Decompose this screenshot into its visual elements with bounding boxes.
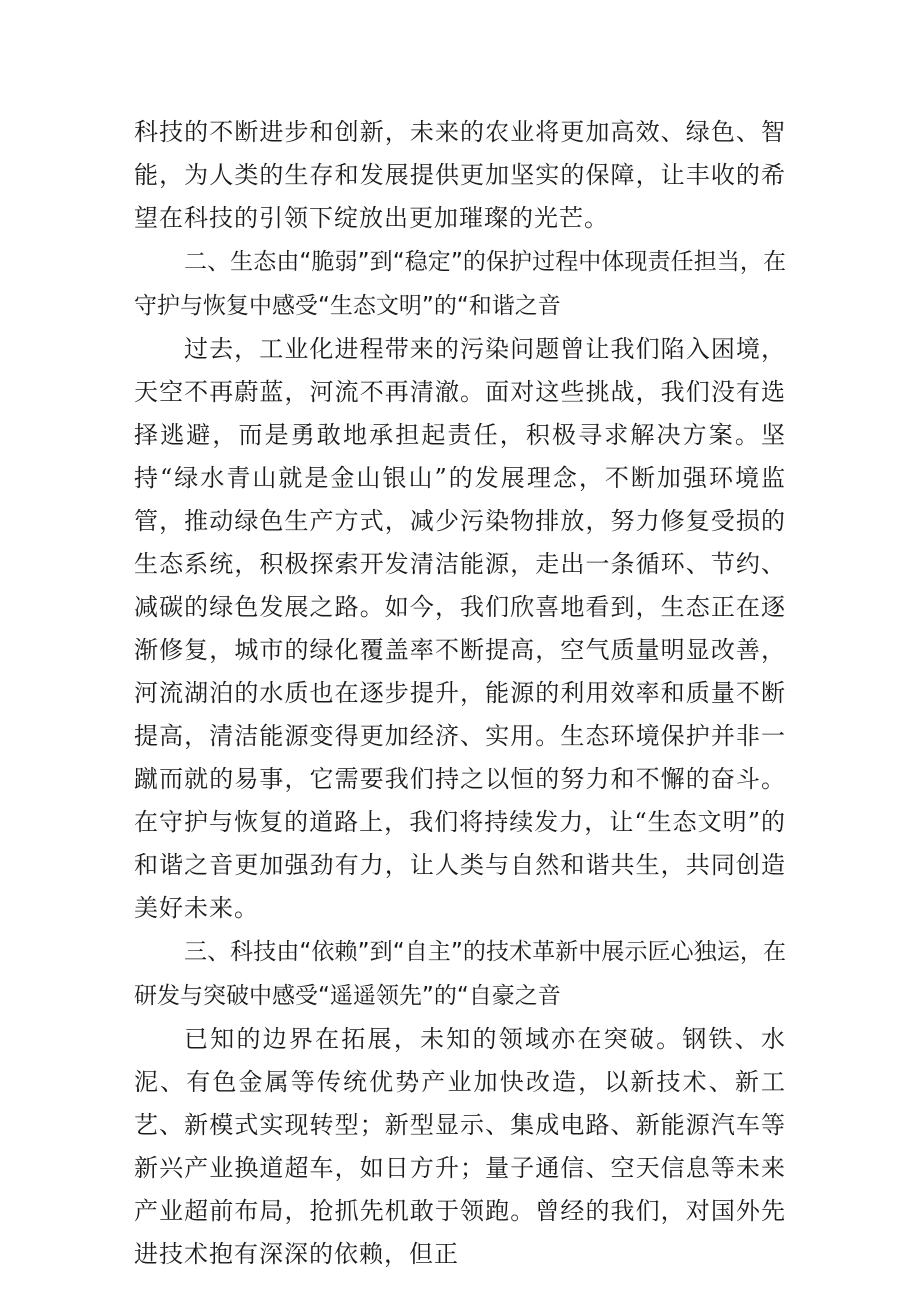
section-heading-technology: 三、科技由“依赖”到“自主”的技术革新中展示匠心独运，在研发与突破中感受“遥遥领先”的“自豪之音 bbox=[134, 939, 786, 1009]
document-body bbox=[134, 111, 786, 1276]
section-heading-ecology: 二、生态由“脆弱”到“稳定”的保护过程中体现责任担当，在守护与恢复中感受“生态文明”的“和谐之音 bbox=[134, 249, 786, 319]
paragraph-ecology: 过去，工业化进程带来的污染问题曾让我们陷入困境，天空不再蔚蓝，河流不再清澈。面对这些挑战，我们没有选择逃避，而是勇敢地承担起责任，积极寻求解决方案。坚持“绿水青山就是金山银山”的发展理念，不断加强环境监管，推动绿色生产方式，减少污染物排放，努力修复受损的生态系统，积极探索开发清洁能源，走出一条循环、节约、减碳的绿色发展之路。如今，我们欣喜地看到，生态正在逐渐修复，城市的绿化覆盖率不断提高，空气质量明显改善，河流湖泊的水质也在逐步提升，能源的利用效率和质量不断提高，清洁能源变得更加经济、实用。生态环境保护并非一蹴而就的易事，它需要我们持之以恒的努力和不懈的奋斗。在守护与恢复的道路上，我们将持续发力，让“生态文明”的和谐之音更加强劲有力，让人类与自然和谐共生，共同创造美好未来。 bbox=[134, 335, 786, 922]
paragraph-agriculture-conclusion: 科技的不断进步和创新，未来的农业将更加高效、绿色、智能，为人类的生存和发展提供更加坚实的保障，让丰收的希望在科技的引领下绽放出更加璀璨的光芒。 bbox=[134, 118, 786, 232]
paragraph-technology: 已知的边界在拓展，未知的领域亦在突破。钢铁、水泥、有色金属等传统优势产业加快改造，以新技术、新工艺、新模式实现转型；新型显示、集成电路、新能源汽车等新兴产业换道超车，如日方升；量子通信、空天信息等未来产业超前布局，抢抓先机敢于领跑。曾经的我们，对国外先进技术抱有深深的依赖，但正 bbox=[134, 1025, 786, 1268]
